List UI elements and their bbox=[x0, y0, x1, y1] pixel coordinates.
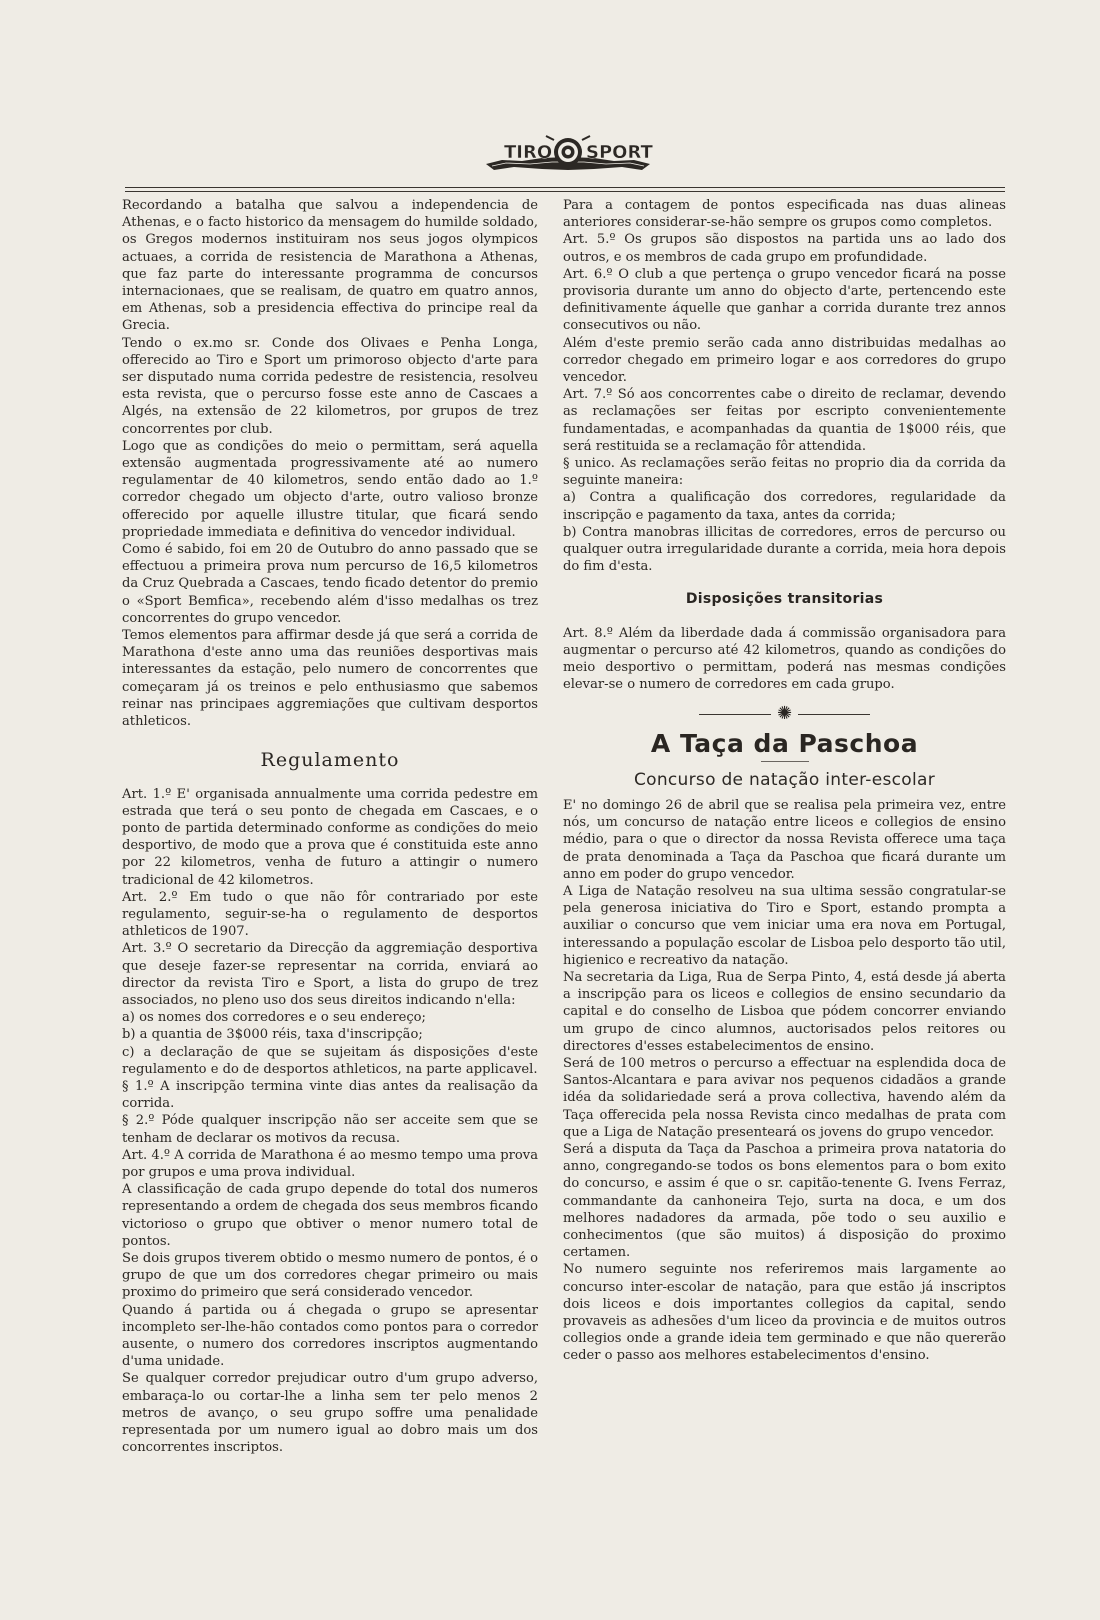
art-3: Art. 3.º O secretario da Direcção da aggremiação desportiva que deseje fazer-se representar na corrida, enviará ao director da revista Tiro e Sport, a lista do grupo de trez associados, no pleno uso dos seus direitos indicando n'ella: bbox=[122, 941, 538, 1008]
disposicoes-heading: Disposições transitorias bbox=[685, 591, 884, 608]
art-4-tie: Se dois grupos tiverem obtido o mesmo numero de pontos, é o grupo de que um dos corredores chegar primeiro ou mais proximo do primeiro que será considerado vencedor. bbox=[122, 1250, 538, 1301]
header-rule-top bbox=[125, 187, 1005, 188]
art-2: Art. 2.º Em tudo o que não fôr contrariado por este regulamento, seguir-se-ha o regulamento de desportos athleticos de 1907. bbox=[122, 889, 538, 940]
art-5: Art. 5.º Os grupos são dispostos na partida uns ao lado dos outros, e os membros de cada grupo em profundidade. bbox=[563, 232, 1006, 265]
art-7-unico: § unico. As reclamações serão feitas no proprio dia da corrida da seguinte maneira: bbox=[563, 456, 1006, 489]
right-column bbox=[563, 197, 1006, 1365]
art-6-medals: Além d'este premio serão cada anno distribuidas medalhas ao corredor chegado em primeiro logar e aos corredores do grupo vencedor. bbox=[563, 335, 1006, 386]
art-3-item-a: a) os nomes dos corredores e o seu endereço; bbox=[122, 1010, 426, 1026]
art-7-item-a: a) Contra a qualificação dos corredores, regularidade da inscripção e pagamento da taxa, antes da corrida; bbox=[563, 490, 1006, 523]
art-8: Art. 8.º Além da liberdade dada á commissão organisadora para augmentar o percurso até 42 kilometros, quando as condições do meio desportivo o permittam, poderá nas mesmas condições elevar-se o numero de corredores em cada grupo. bbox=[563, 625, 1006, 693]
art-4-incomplete: Quando á partida ou á chegada o grupo se apresentar incompleto ser-lhe-hão contados como pontos para o corredor ausente, o numero dos corredores inscriptos augmentando d'uma unidade. bbox=[122, 1302, 538, 1370]
article-paragraph-4: Será de 100 metros o percurso a effectuar na esplendida doca de Santos-Alcantara e para avivar nos pequenos cidadãos a grande idéa da solidariedade será a prova collectiva, havendo além da Taça offerecida pela nossa Revista cinco medalhas de prata com que a Liga de Natação presenteará os jovens do grupo vencedor. bbox=[563, 1055, 1006, 1140]
intro-paragraph-1: Recordando a batalha que salvou a independencia de Athenas, e o facto historico da mensagem do humilde soldado, os Gregos modernos instituiram nos seus jogos olympicos actuaes, a corrida de resistencia de Marathona a Athenas, que faz parte do interessante programma de concursos internacionaes, que se realisam, de quatro em quatro annos, em Athenas, sob a presidencia effectiva do principe real da Grecia. bbox=[122, 198, 538, 334]
points-paragraph: Para a contagem de pontos especificada nas duas alineas anteriores considerar-se-hão sempre os grupos como completos. bbox=[563, 198, 1006, 231]
header-rule-bottom bbox=[125, 191, 1005, 192]
intro-paragraph-2: Tendo o ex.mo sr. Conde dos Olivaes e Penha Longa, offerecido ao Tiro e Sport um primoroso objecto d'arte para ser disputado numa corrida pedestre de resistencia, resolveu esta revista, que o percurso fosse este anno de Cascaes a Algés, na extensão de 22 kilometros, por grupos de trez concorrentes por club. bbox=[122, 335, 538, 437]
art-3-par-2: § 2.º Póde qualquer inscripção não ser acceite sem que se tenham de declarar os motivos da recusa. bbox=[122, 1113, 538, 1146]
art-1: Art. 1.º E' organisada annualmente uma corrida pedestre em estrada que terá o seu ponto de chegada em Cascaes, e o ponto de partida determinado conforme as condições do meio desportivo, de modo que a prova que é constituida este anno por 22 kilometros, venha de futuro a attingir o numero tradicional de 42 kilometros. bbox=[122, 786, 538, 888]
art-3-item-b: b) a quantia de 3$000 réis, taxa d'inscripção; bbox=[122, 1027, 423, 1043]
ornament-line-left bbox=[699, 714, 771, 715]
regulamento-heading: Regulamento bbox=[260, 749, 400, 772]
svg-text:SPORT: SPORT bbox=[586, 142, 653, 163]
article-title: A Taça da Paschoa bbox=[650, 729, 919, 759]
article-paragraph-1: E' no domingo 26 de abril que se realisa pela primeira vez, entre nós, um concurso de natação entre liceos e collegios de ensino médio, para o que o director da nossa Revista offerece uma taça de prata denominada a Taça da Paschoa que ficará durante um anno em poder do grupo vencedor. bbox=[563, 797, 1006, 882]
star-ornament-icon: ✺ bbox=[776, 703, 793, 725]
art-6: Art. 6.º O club a que pertença o grupo vencedor ficará na posse provisoria durante um anno do objecto d'arte, pertencendo este definitivamente áquelle que ganhar a corrida durante trez annos consecutivos ou não. bbox=[563, 266, 1006, 334]
intro-paragraph-4: Como é sabido, foi em 20 de Outubro do anno passado que se effectuou a primeira prova num percurso de 16,5 kilometros da Cruz Quebrada a Cascaes, tendo ficado detentor do premio o «Sport Bemfica», recebendo além d'isso medalhas os trez concorrentes do grupo vencedor. bbox=[122, 542, 538, 626]
intro-paragraph-3: Logo que as condições do meio o permittam, será aquella extensão augmentada progressivamente até ao numero regulamentar de 40 kilometros, sendo então dado ao 1.º corredor chegado um objecto d'arte, outro valioso bronze offerecido por aquelle illustre titular, que ficará sendo propriedade immediata e definitiva do vencedor individual. bbox=[122, 438, 538, 540]
svg-text:TIRO: TIRO bbox=[504, 142, 553, 163]
intro-paragraph-5: Temos elementos para affirmar desde já que será a corrida de Marathona d'este anno uma das reuniões desportivas mais interessantes da estação, pelo numero de concorrentes que começaram já os treinos e pelo enthusiasmo que sabemos reinar nas principaes aggremiações que cultivam desportos athleticos. bbox=[122, 628, 538, 730]
ornament-line-right bbox=[798, 714, 870, 715]
art-3-item-c: c) a declaração de que se sujeitam ás disposições d'este regulamento e do de desportos athleticos, na parte applicavel. bbox=[122, 1044, 538, 1077]
masthead-title bbox=[482, 134, 654, 178]
art-3-par-1: § 1.º A inscripção termina vinte dias antes da realisação da corrida. bbox=[122, 1078, 538, 1112]
section-ornament bbox=[563, 703, 1006, 725]
art-7: Art. 7.º Só aos concorrentes cabe o direito de reclamar, devendo as reclamações ser feitas por escripto convenientemente fundamentadas, e acompanhadas da quantia de 1$000 réis, que será restituida se a reclamação fôr attendida. bbox=[563, 387, 1006, 454]
article-subtitle: Concurso de natação inter-escolar bbox=[633, 769, 936, 790]
article-paragraph-2: A Liga de Natação resolveu na sua ultima sessão congratular-se pela generosa iniciativa do Tiro e Sport, estando prompta a auxiliar o concurso que vem iniciar uma era nova em Portugal, interessando a população escolar de Lisboa pelo desporto tão util, higienico e recreativo da natação. bbox=[563, 883, 1006, 968]
article-paragraph-5: Será a disputa da Taça da Paschoa a primeira prova natatoria do anno, congregando-se todos os bons elementos para o bom exito do concurso, e assim é que o sr. capitão-tenente G. Ivens Ferraz, commandante da canhoneira Tejo, surta na doca, e um dos melhores nadadores da armada, põe todo o seu auxilio e conhecimentos (que são muitos) á disposição do proximo certamen. bbox=[563, 1141, 1006, 1261]
masthead bbox=[482, 134, 654, 178]
art-4: Art. 4.º A corrida de Marathona é ao mesmo tempo uma prova por grupos e uma prova individual. bbox=[122, 1147, 538, 1180]
art-4-penalty: Se qualquer corredor prejudicar outro d'um grupo adverso, embaraça-lo ou cortar-lhe a linha sem ter pelo menos 2 metros de avanço, o seu grupo soffre uma penalidade representada por um numero igual ao dobro mais um dos concorrentes inscriptos. bbox=[122, 1371, 538, 1456]
title-rule bbox=[761, 761, 809, 762]
left-column bbox=[122, 197, 538, 1456]
article-paragraph-3: Na secretaria da Liga, Rua de Serpa Pinto, 4, está desde já aberta a inscripção para os liceos e collegios de ensino secundario da capital e do conselho de Lisboa que pódem concorrer enviando um grupo de cinco alumnos, auctorisados pelos reitores ou directores d'esses estabelecimentos de ensino. bbox=[563, 969, 1006, 1054]
art-4-classification: A classificação de cada grupo depende do total dos numeros representando a ordem de chegada dos seus membros ficando victorioso o grupo que obtiver o menor numero total de pontos. bbox=[122, 1182, 538, 1249]
art-7-item-b: b) Contra manobras illicitas de corredores, erros de percurso ou qualquer outra irregularidade durante a corrida, meia hora depois do fim d'esta. bbox=[563, 524, 1006, 575]
article-paragraph-6: No numero seguinte nos referiremos mais largamente ao concurso inter-escolar de natação, para que estão já inscriptos dois liceos e dois importantes collegios da capital, sendo provaveis as adhesões d'um liceo da provincia e de muitos outros collegios onde a grande ideia tem germinado e que não quererão ceder o passo aos melhores estabelecimentos d'ensino. bbox=[563, 1262, 1006, 1364]
